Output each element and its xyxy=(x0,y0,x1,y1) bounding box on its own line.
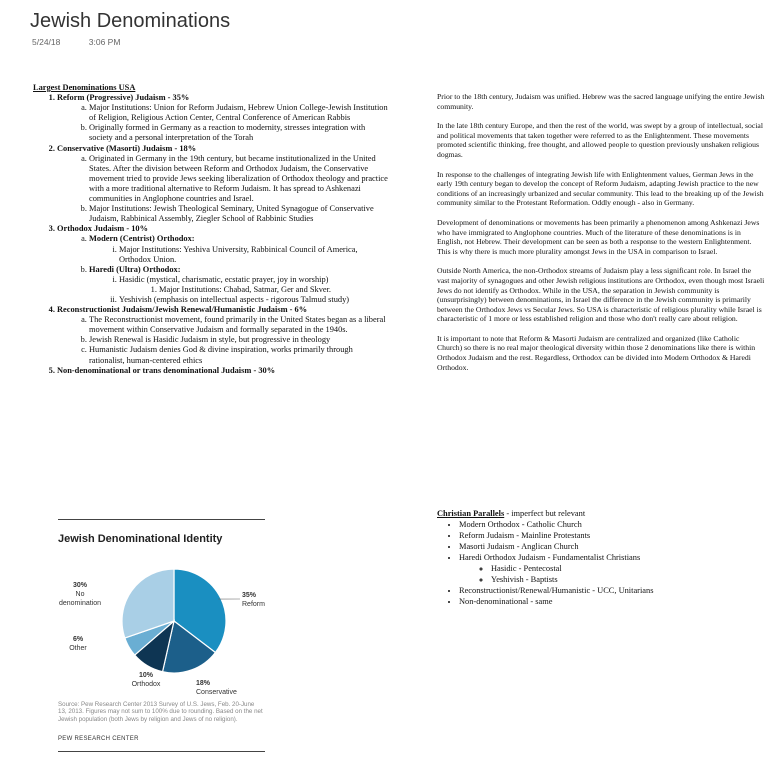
data-label-no-denomination-line1: No xyxy=(75,591,85,598)
data-label-no-denomination-line2: denomination xyxy=(58,600,102,607)
detail-item: i. Major Institutions: Yeshiva University, Rabbinical Council of America, Orthodox Union. xyxy=(119,245,388,265)
history-text xyxy=(437,92,765,382)
detail-item: ii. Yeshivish (emphasis on intellectual aspects - rigorous Talmud study) xyxy=(119,295,388,305)
detail-item: c. Humanistic Judaism denies God & divine inspiration, works primarily through rationalist, human-centered ethics xyxy=(89,345,388,365)
paragraph: Prior to the 18th century, Judaism was unified. Hebrew was the sacred language unifying the entire Jewish community. xyxy=(437,92,765,111)
detail-item xyxy=(89,265,388,305)
denomination-item xyxy=(57,93,388,143)
figure-title: Jewish Denominational Identity xyxy=(58,533,223,545)
list-item xyxy=(459,552,757,585)
subgroup-heading: Modern (Centrist) Orthodox: xyxy=(89,234,195,244)
denomination-item xyxy=(57,366,388,376)
page-meta xyxy=(32,37,146,47)
data-label-other: 6% xyxy=(72,636,84,643)
page-time: 3:06 PM xyxy=(88,37,121,47)
denomination-item xyxy=(57,224,388,305)
data-label-reform-name: Reform xyxy=(242,601,265,608)
christian-parallels xyxy=(437,508,757,607)
denomination-heading: Conservative (Masorti) Judaism - 18% xyxy=(57,143,197,153)
paragraph: Outside North America, the non-Orthodox streams of Judaism play a less significant role. In Israel the vast majority of synagogues and other Jewish religious institutions are Orthodox, even though most Israeli Jews do not identify as Orthodox. While in the USA, the separation in Jewish community is (unsurprisingly) between denominations, in Israel the difference in the Jewish community is primarily between the Orthodox Jews vs Secular Jews. So USA is characteristic of religious plurality while Israel is characteristic of 1 more or less established religion and those who don't really care about religion. xyxy=(437,266,765,324)
pie-figure xyxy=(58,519,268,754)
paragraph: In the late 18th century Europe, and then the rest of the world, was swept by a group of intellectual, social and political movements that taken together were referred to as the Enlightenment. These movements promoted scientific thinking, free thought, and allowed people to question previously unshaken religious dogmas. xyxy=(437,121,763,159)
list-item: • Masorti Judaism - Anglican Church xyxy=(459,541,757,552)
detail-item: 1. Major Institutions: Chabad, Satmar, Ger and Skver. xyxy=(159,285,388,295)
data-label-other-name: Other xyxy=(69,645,87,652)
detail-item: a. The Reconstructionist movement, found primarily in the United States began as a liberal movement within Conservative Judaism and formally separated in the 1940s. xyxy=(89,315,388,335)
page-date: 5/24/18 xyxy=(32,37,61,47)
list-item: ◦ Yeshivish - Baptists xyxy=(491,574,757,585)
detail-item: a. Originated in Germany in the 19th century, but became institutionalized in the United States. After the division between Reform and Orthodox Judaism, the Conservative movement tried to provide Jews seeking liberalization of Orthodox theology and practice with a more traditional alternative to Reform Judaism. It has spread to Ashkenazi communities in Anglophone countries and Israel. xyxy=(89,154,388,204)
data-label-no-denomination: 30% xyxy=(72,582,88,589)
hasidic-text: Hasidic (mystical, charismatic, ecstatic prayer, joy in worship) xyxy=(119,274,329,284)
denomination-item xyxy=(57,305,388,366)
figure-rule-top xyxy=(58,519,265,520)
figure-brand: PEW RESEARCH CENTER xyxy=(58,736,139,742)
list-item: ◦ Hasidic - Pentecostal xyxy=(491,563,757,574)
list-item-text: Haredi Orthodox Judaism - Fundamentalist Christians xyxy=(459,553,641,562)
page-title: Jewish Denominations xyxy=(30,10,231,32)
paragraph: It is important to note that Reform & Masorti Judaism are centralized and organized (like Catholic Church) so there is no real major theological diversity within those 2 denominations like there is within Orthodox Judaism and the rest. Regardless, Orthodox can be divided into Modern Orthodox & Haredi Orthodox. xyxy=(437,333,756,372)
christian-title xyxy=(437,508,757,519)
data-label-reform: 35% xyxy=(242,592,257,599)
christian-title-bold: Christian Parallels xyxy=(437,509,505,518)
data-label-conservative-name: Conservative xyxy=(196,689,237,696)
figure-source: Source: Pew Research Center 2013 Survey of U.S. Jews, Feb. 20-June 13, 2013. Figures may not sum to 100% due to rounding. Based on the net Jewish population (both Jews by religion and Jews of no religion). xyxy=(58,701,263,723)
christian-subtitle: - imperfect but relevant xyxy=(504,509,586,518)
list-item: • Non-denominational - same xyxy=(459,596,757,607)
detail-item: b. Major Institutions: Jewish Theological Seminary, United Synagogue of Conservative Judaism, Rabbinical Assembly, Ziegler School of Rabbinic Studies xyxy=(89,204,388,224)
denomination-list xyxy=(33,93,388,376)
detail-item xyxy=(89,234,388,264)
denomination-heading: Reform (Progressive) Judaism - 35% xyxy=(57,93,190,103)
list-item: • Reconstructionist/Renewal/Humanistic - UCC, Unitarians xyxy=(459,585,757,596)
paragraph: Development of denominations or movements has been primarily a phenomenon among Ashkenazi Jews who have immigrated to Anglophone countries. Much of the literature of these denominations is in English, not Hebrew. Their development can be seen as both a response to the western Enlightenment. This is why there is much more plurality amongst Jews in the USA in comparison to Israel. xyxy=(437,217,760,256)
paragraph: In response to the challenges of integrating Jewish life with Enlightenment values, German Jews in the early 19th century began to develop the concept of Reform Judaism, adapting Jewish practice to the new conditions of an increasingly urbanized and secular community. This lead to the breaking up of the Jewish community similar to the Protestant Reformation. Oddly enough - also in Germany. xyxy=(437,169,764,208)
figure-rule-bottom xyxy=(58,751,265,752)
data-label-orthodox-name: Orthodox xyxy=(131,681,161,688)
data-label-orthodox: 10% xyxy=(138,672,154,679)
subgroup-heading: Haredi (Ultra) Orthodox: xyxy=(89,264,181,274)
largest-title: Largest Denominations USA xyxy=(33,83,136,92)
denomination-item xyxy=(57,144,388,225)
detail-item xyxy=(119,275,388,295)
data-label-conservative: 18% xyxy=(196,680,211,687)
denominations-outline xyxy=(33,83,388,376)
list-item: • Reform Judaism - Mainline Protestants xyxy=(459,530,757,541)
pie-chart xyxy=(58,559,268,699)
list-item: • Modern Orthodox - Catholic Church xyxy=(459,519,757,530)
denomination-heading: Orthodox Judaism - 10% xyxy=(57,224,148,234)
detail-item: b. Jewish Renewal is Hasidic Judaism in style, but progressive in theology xyxy=(89,335,388,345)
detail-item: b. Originally formed in Germany as a reaction to modernity, stresses integration with society and a personal interpretation of the Torah xyxy=(89,123,388,143)
detail-item: a. Major Institutions: Union for Reform Judaism, Hebrew Union College-Jewish Institution of Religion, Religious Action Center, Central Conference of American Rabbis xyxy=(89,103,388,123)
denomination-heading: Reconstructionist Judaism/Jewish Renewal/Humanistic Judaism - 6% xyxy=(57,305,308,315)
denomination-heading: Non-denominational or trans denominational Judaism - 30% xyxy=(57,365,276,375)
